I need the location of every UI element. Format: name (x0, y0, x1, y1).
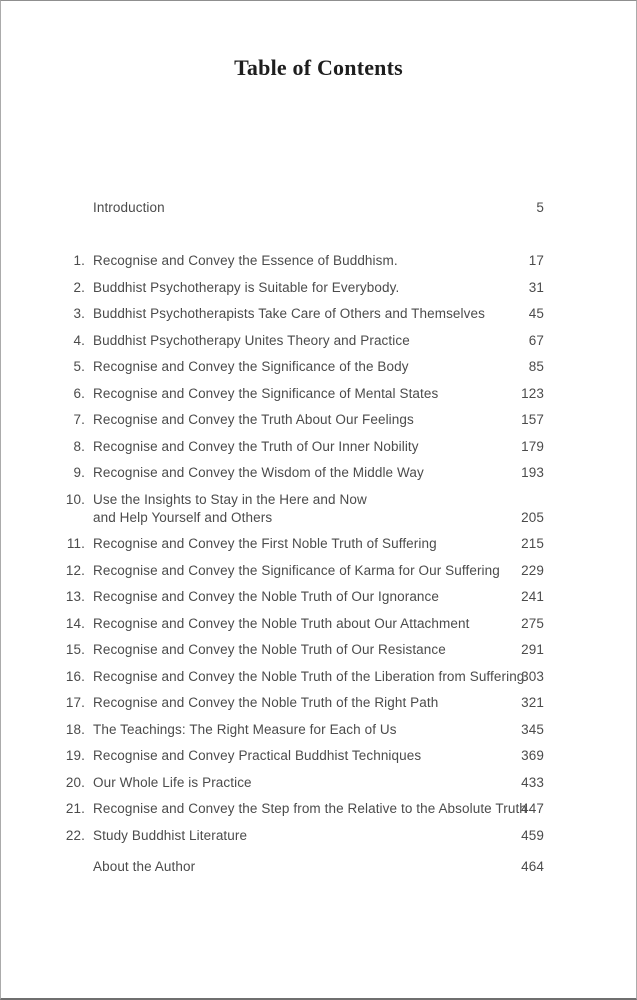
toc-entry-number: 14. (65, 615, 85, 631)
toc-entry-page: 45 (528, 306, 544, 321)
toc-entry-title: Recognise and Convey the Wisdom of the Middle Way (93, 465, 424, 480)
toc-entry-number: 15. (65, 642, 85, 657)
toc-entry (63, 721, 544, 739)
toc-entry (63, 615, 544, 633)
toc-entry-title: Study Buddhist Literature (93, 827, 248, 843)
toc-entry (63, 747, 544, 765)
toc-entry (63, 332, 544, 350)
toc-entry-page: 241 (521, 589, 544, 604)
toc-entry-title: Our Whole Life is Practice (93, 774, 252, 790)
toc-entry-number: 22. (65, 827, 85, 843)
toc-entry-page: 369 (521, 748, 544, 763)
toc-entry-page: 179 (521, 438, 544, 454)
toc-entry (63, 358, 544, 376)
toc-entry-number: 20. (65, 774, 85, 790)
toc-entry-number: 2. (73, 279, 85, 295)
toc-entry-title: Recognise and Convey the Significance of Karma for Our Suffering (93, 562, 500, 578)
toc-entry (63, 199, 544, 217)
toc-entry-number: 13. (65, 589, 85, 604)
toc-entry-title: Recognise and Convey the Noble Truth about Our Attachment (93, 615, 470, 631)
page-title: Table of Contents (234, 55, 403, 80)
toc-entry-number: 17. (65, 695, 85, 710)
toc-entry-page: 459 (521, 827, 544, 843)
toc-entry-number: 1. (73, 253, 85, 268)
toc-entry-number: 8. (73, 438, 85, 454)
toc-entry-number: 6. (73, 385, 85, 401)
toc-entry-title: Recognise and Convey the Noble Truth of Our Ignorance (93, 589, 440, 604)
toc-entry-page: 123 (521, 385, 544, 401)
toc-entry-page: 433 (521, 774, 544, 790)
toc-list (1, 199, 636, 876)
toc-entry-number: 19. (65, 748, 85, 763)
toc-entry-number: 16. (65, 668, 85, 684)
toc-entry-number: 18. (65, 721, 85, 737)
toc-entry-title: Recognise and Convey the Truth of Our Inner Nobility (93, 438, 419, 454)
toc-entry (63, 385, 544, 403)
toc-entry (63, 279, 544, 297)
toc-entry (63, 491, 544, 527)
toc-entry-number: 4. (73, 332, 85, 348)
toc-entry-page: 447 (521, 801, 544, 816)
toc-entry-number: 21. (65, 801, 85, 816)
toc-entry-page: 303 (521, 668, 544, 684)
toc-entry-title: The Teachings: The Right Measure for Each of Us (93, 721, 397, 737)
toc-entry-page: 275 (521, 615, 544, 631)
toc-entry-title: Buddhist Psychotherapy Unites Theory and Practice (93, 332, 410, 348)
toc-entry-title: Recognise and Convey the Noble Truth of the Liberation from Suffering (93, 668, 525, 684)
toc-entry-title: Recognise and Convey the Essence of Buddhism. (93, 253, 398, 268)
toc-entry (63, 800, 544, 818)
toc-entry-title: Recognise and Convey the Significance of Mental States (93, 385, 439, 401)
toc-entry (63, 535, 544, 553)
toc-entry (63, 588, 544, 606)
toc-entry-title: About the Author (93, 858, 196, 874)
toc-entry (63, 305, 544, 323)
toc-entry-number: 5. (73, 359, 85, 374)
toc-entry-page: 215 (521, 536, 544, 551)
toc-entry-title: Use the Insights to Stay in the Here and Now and Help Yourself and Others (93, 491, 367, 525)
toc-entry-title: Introduction (93, 200, 165, 215)
toc-entry-title: Recognise and Convey the Truth About Our Feelings (93, 412, 414, 427)
toc-entry (63, 438, 544, 456)
toc-entry (63, 668, 544, 686)
toc-entry-page: 31 (528, 279, 544, 295)
toc-entry-page: 67 (528, 332, 544, 348)
toc-entry (63, 252, 544, 270)
toc-entry-title: Recognise and Convey the Noble Truth of Our Resistance (93, 642, 446, 657)
toc-entry-page: 205 (521, 509, 544, 525)
toc-entry (63, 858, 544, 876)
toc-entry (63, 827, 544, 845)
toc-entry-page: 85 (528, 359, 544, 374)
toc-entry (63, 641, 544, 659)
toc-entry-title: Recognise and Convey the Step from the Relative to the Absolute Truth (93, 801, 527, 816)
toc-entry (63, 464, 544, 482)
toc-entry-number: 9. (73, 465, 85, 480)
toc-entry-title: Recognise and Convey the Significance of the Body (93, 359, 409, 374)
toc-entry-number: 3. (73, 306, 85, 321)
toc-entry-page: 321 (521, 695, 544, 710)
toc-entry-page: 291 (521, 642, 544, 657)
toc-entry (63, 694, 544, 712)
toc-entry-number: 12. (65, 562, 85, 578)
toc-entry-number: 10. (65, 491, 85, 507)
toc-entry-page: 5 (536, 200, 544, 215)
toc-entry-page: 17 (528, 253, 544, 268)
toc-entry-number: 11. (66, 536, 85, 551)
toc-entry-title: Buddhist Psychotherapy is Suitable for Everybody. (93, 279, 400, 295)
toc-entry (63, 411, 544, 429)
toc-entry-page: 464 (521, 858, 544, 874)
toc-entry-title: Recognise and Convey the First Noble Truth of Suffering (93, 536, 437, 551)
toc-entry (63, 774, 544, 792)
toc-entry-page: 345 (521, 721, 544, 737)
toc-entry-page: 229 (521, 562, 544, 578)
toc-entry-page: 157 (521, 412, 544, 427)
toc-entry-title: Buddhist Psychotherapists Take Care of Others and Themselves (93, 306, 485, 321)
toc-entry-title: Recognise and Convey Practical Buddhist Techniques (93, 748, 422, 763)
toc-entry-page: 193 (521, 465, 544, 480)
toc-entry (63, 562, 544, 580)
toc-entry-title: Recognise and Convey the Noble Truth of the Right Path (93, 695, 439, 710)
toc-entry-number: 7. (73, 412, 85, 427)
